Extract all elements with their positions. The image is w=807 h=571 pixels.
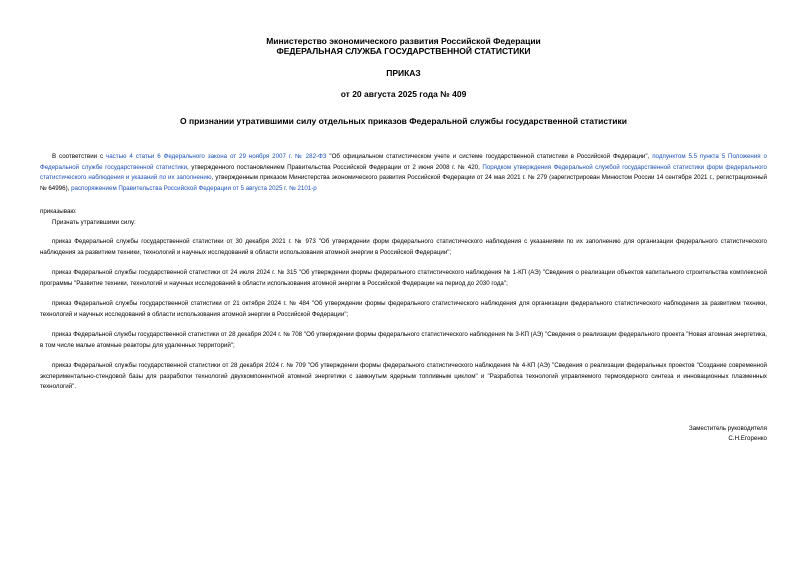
list-item: приказ Федеральной службы государственной статистики от 21 октября 2024 г. № 484 "Об утверждении формы федерального статистического наблюдения для организации федерального статистического наблюдения за развитием техники, технологий и научных исследований в области использования атомной энергии в Российской Федерации"; [40,300,767,318]
list-item: приказ Федеральной службы государственной статистики от 28 декабря 2024 г. № 709 "Об утверждении формы федерального статистического наблюдения № 4-КП (АЭ) "Сведения о реализации федеральных проектов "Создание современной экспериментально-стендовой базы для разработки технологий двухкомпонентной атомной энергетики с замкнутым ядерным топливным циклом" и "Разработка технологий управляемого термоядерного синтеза и инновационных плазменных технологий". [40,362,767,390]
document-date-number: от 20 августа 2025 года № 409 [340,89,467,99]
preamble-text-1: В соответствии с [52,153,107,160]
preamble-paragraph [40,152,767,194]
law-link[interactable]: частью 4 статьи 6 Федерального закона от 29 ноября 2007 г. № 282-ФЗ [106,153,327,160]
recognize-line: Признать утратившими силу: [52,219,136,226]
document-title: О признании утратившими силу отдельных приказов Федеральной службы государственной статистики [179,116,628,126]
service-heading: ФЕДЕРАЛЬНАЯ СЛУЖБА ГОСУДАРСТВЕННОЙ СТАТИСТИКИ [276,46,531,56]
list-item: приказ Федеральной службы государственной статистики от 30 декабря 2021 г. № 973 "Об утверждении форм федерального статистического наблюдения с указаниями по их заполнению для организации федерального статистического наблюдения за развитием техники, технологий и научных исследований в области использования атомной энергии в Российской Федерации"; [40,238,767,256]
preamble-text-3: , утвержденного постановлением Правительства Российской Федерации от 2 июня 2008 г. № 420, [187,163,483,171]
ministry-heading: Министерство экономического развития Российской Федерации [266,36,541,46]
signature-name: С.Н.Егоренко [728,435,767,442]
regulation-link[interactable]: подпунктом 5.5 пункта 5 Положения о Федеральной службе государственной статистики [40,153,768,171]
document-type: ПРИКАЗ [386,68,421,78]
list-item: приказ Федеральной службы государственной статистики от 28 декабря 2024 г. № 708 "Об утверждении формы федерального статистического наблюдения № 3-КП (АЭ) "Сведения о реализации федерального проекта "Новая атомная энергетика, в том числе малые атомные реакторы для удаленных территорий"; [40,331,767,349]
decree-link[interactable]: распоряжением Правительства Российской Федерации от 5 августа 2025 г. № 2101-р [71,184,317,192]
procedure-link[interactable]: Порядком утверждения Федеральной службой государственной статистики форм федерального статистического наблюдения и указаний по их заполнению [40,163,767,181]
list-item: приказ Федеральной службы государственной статистики от 24 июля 2024 г. № 315 "Об утверждении формы федерального статистического наблюдения № 1-КП (АЭ) "Сведения о реализации объектов капитального строительства комплексной программы "Развитие техники, технологий и научных исследований в области использования атомной энергии в Российской Федерации на период до 2030 года"; [40,269,767,287]
preamble-text-4: , утвержденным приказом Министерства экономического развития Российской Федерации от 24 мая 2021 г. № 279 (зарегистрирован Минюстом России 14 сентября 2021 г., регистрационный № 64996), [40,174,767,192]
signature-position: Заместитель руководителя [688,425,767,432]
order-word: приказываю: [40,208,77,215]
preamble-text-2: "Об официальном статистическом учете и системе государственной статистики в Российской Федерации", [326,153,653,160]
